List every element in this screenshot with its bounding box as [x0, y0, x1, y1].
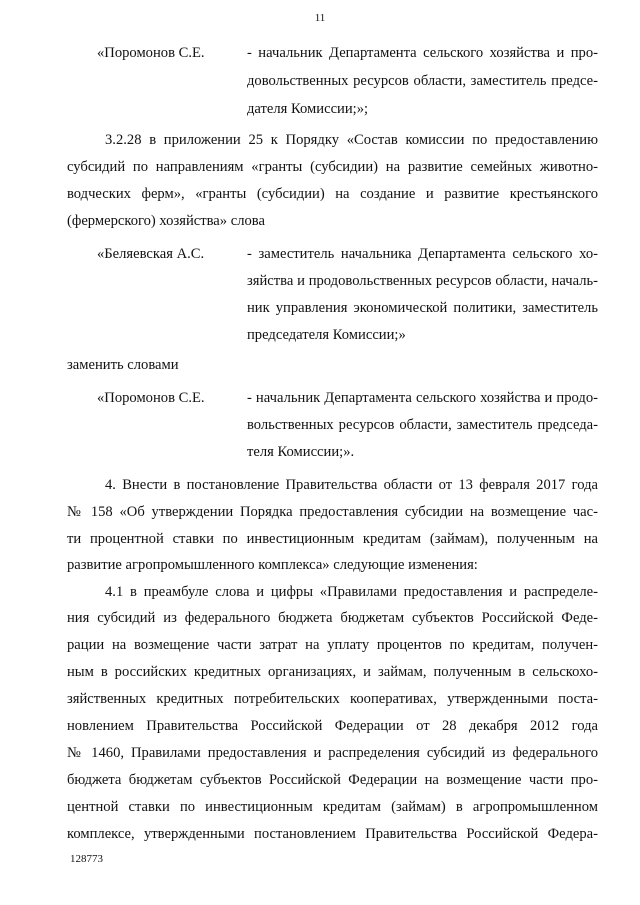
entry3-name: «Поромонов С.Е. [97, 390, 205, 406]
para-3228-line: (фермерского) хозяйства» слова [67, 213, 265, 229]
para-41-line: ным в российских кредитных организациях, и займам, полученным в сельскохо- [67, 664, 598, 680]
para-3228-line: субсидий по направлениям «гранты (субсидии) на развитие семейных животно- [67, 159, 598, 175]
entry1-line: довольственных ресурсов области, заместитель предсе- [247, 73, 598, 89]
para-41-line: № 1460, Правилами предоставления и распределения субсидий из федерального [67, 745, 598, 761]
para-41-line: новлением Правительства Российской Федерации от 28 декабря 2012 года [67, 718, 598, 734]
para-41-line: зяйственных кредитных потребительских кооперативах, утвержденными поста- [67, 691, 598, 707]
entry2-line: зяйства и продовольственных ресурсов области, началь- [247, 273, 598, 289]
para-3228-line: 3.2.28 в приложении 25 к Порядку «Состав комиссии по предоставлению [105, 132, 598, 148]
entry2-line: ник управления экономической политики, заместитель [247, 300, 598, 316]
para-4-line: № 158 «Об утверждении Порядка предоставления субсидии на возмещение час- [67, 504, 598, 520]
para-41-line: 4.1 в преамбуле слова и цифры «Правилами предоставления и распределе- [105, 584, 598, 600]
para-4-line: развитие агропромышленного комплекса» следующие изменения: [67, 557, 478, 573]
replace-text: заменить словами [67, 357, 179, 373]
entry1-name: «Поромонов С.Е. [97, 45, 205, 61]
entry1-line: - начальник Департамента сельского хозяйства и про- [247, 45, 598, 61]
para-3228-line: водческих ферм», «гранты (субсидии) на создание и развитие крестьянского [67, 186, 598, 202]
page-number: 11 [314, 12, 326, 24]
para-41-line: ния субсидий из федерального бюджета бюджетам субъектов Российской Феде- [67, 610, 598, 626]
entry3-line: теля Комиссии;». [247, 444, 355, 460]
entry2-name: «Беляевская А.С. [97, 246, 205, 262]
para-41-line: бюджета бюджетам субъектов Российской Федерации на возмещение части про- [67, 772, 598, 788]
entry1-line: дателя Комиссии;»; [247, 101, 369, 117]
entry3-line: вольственных ресурсов области, заместитель председа- [247, 417, 598, 433]
entry3-line: - начальник Департамента сельского хозяйства и продо- [247, 390, 598, 406]
para-41-line: комплексе, утвержденными постановлением Правительства Российской Федера- [67, 826, 598, 842]
para-41-line: рации на возмещение части затрат на уплату процентов по кредитам, получен- [67, 637, 598, 653]
entry2-line: председателя Комиссии;» [247, 327, 406, 343]
para-41-line: центной ставки по инвестиционным кредитам (займам) в агропромышленном [67, 799, 598, 815]
document-code: 128773 [70, 853, 103, 865]
para-4-line: ти процентной ставки по инвестиционным кредитам (займам), полученным на [67, 531, 598, 547]
para-4-line: 4. Внести в постановление Правительства области от 13 февраля 2017 года [105, 477, 598, 493]
entry2-line: - заместитель начальника Департамента сельского хо- [247, 246, 598, 262]
